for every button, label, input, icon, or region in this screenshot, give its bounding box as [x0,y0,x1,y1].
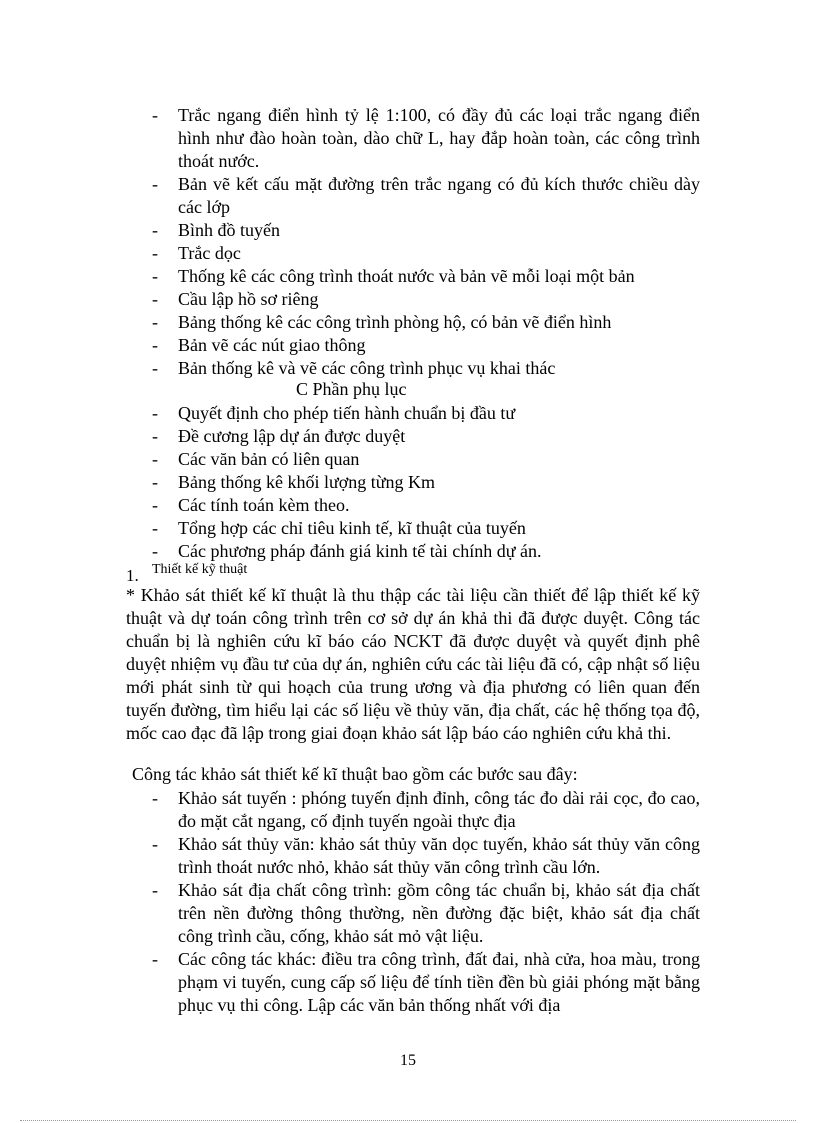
list-item [152,402,700,425]
list-item-text: Các tính toán kèm theo. [178,495,350,515]
bullet-dash: - [152,788,158,808]
bullet-dash: - [152,174,158,194]
list-item-text: Khảo sát tuyến : phóng tuyến định đỉnh, công tác đo dài rải cọc, đo cao, đo mặt cắt ngang, cố định tuyến ngoài thực địa [178,788,700,831]
bullet-dash: - [152,880,158,900]
bullet-dash: - [152,243,158,263]
list-item [152,879,700,948]
list-item-text: Các văn bản có liên quan [178,449,360,469]
section-title: Thiết kế kỹ thuật [152,562,248,577]
bullet-dash: - [152,312,158,332]
bullet-dash: - [152,220,158,240]
list-item [152,242,700,265]
bullet-dash: - [152,541,158,561]
list-item [152,448,700,471]
list-item-text: Bình đồ tuyến [178,220,280,240]
section-number: 1. [126,566,139,585]
list-item-text: Bảng thống kê các công trình phòng hộ, có bản vẽ điển hình [178,312,612,332]
list-item-text: Bảng thống kê khối lượng từng Km [178,472,436,492]
bullet-dash: - [152,266,158,286]
survey-intro: Công tác khảo sát thiết kế kĩ thuật bao gồm các bước sau đây: [132,764,578,784]
list-item [152,311,700,334]
list-item [152,540,700,563]
list-item-text: Các công tác khác: điều tra công trình, đất đai, nhà cửa, hoa màu, trong phạm vi tuyến, cung cấp số liệu để tính tiền đền bù giải phóng mặt bằng phục vụ thi công. Lập các văn bản thống nhất với địa [178,949,700,1015]
bullet-dash: - [152,358,158,378]
list-item-text: Thống kê các công trình thoát nước và bản vẽ mỗi loại một bản [178,266,635,286]
bullet-dash: - [152,403,158,423]
appendix-heading: C Phần phụ lục [296,379,407,399]
list-item-text: Khảo sát địa chất công trình: gồm công tác chuẩn bị, khảo sát địa chất trên nền đường thông thường, nền đường đặc biệt, khảo sát địa chất công trình cầu, cống, khảo sát mỏ vật liệu. [178,880,700,946]
list-item [152,104,700,173]
list-item-text: Trắc dọc [178,243,241,263]
list-item [152,833,700,879]
list-item [152,425,700,448]
list-item-text: Bản vẽ kết cấu mặt đường trên trắc ngang có đủ kích thước chiều dày các lớp [178,174,700,217]
list-item-text: Khảo sát thủy văn: khảo sát thủy văn dọc tuyến, khảo sát thủy văn công trình thoát nước nhỏ, khảo sát thủy văn công trình cầu lớn. [178,834,700,877]
bullet-dash: - [152,518,158,538]
list-item [152,334,700,357]
list-item [152,219,700,242]
bullet-dash: - [152,495,158,515]
list-item-text: Tổng hợp các chỉ tiêu kinh tế, kĩ thuật của tuyến [178,518,526,538]
technical-drawings-list [152,104,700,380]
list-item [152,357,700,380]
bullet-dash: - [152,449,158,469]
list-item-text: Trắc ngang điển hình tỷ lệ 1:100, có đầy đủ các loại trắc ngang điển hình như đào hoàn toàn, dào chữ L, hay đắp hoàn toàn, các công trình thoát nước. [178,105,700,171]
bullet-dash: - [152,335,158,355]
list-item [152,787,700,833]
list-item-text: Quyết định cho phép tiến hành chuẩn bị đầu tư [178,403,516,423]
survey-steps-list [152,787,700,1017]
list-item-text: Các phương pháp đánh giá kinh tế tài chính dự án. [178,541,542,561]
bullet-dash: - [152,949,158,969]
list-item [152,471,700,494]
list-item-text: Bản vẽ các nút giao thông [178,335,366,355]
list-item [152,288,700,311]
list-item-text: Bản thống kê và vẽ các công trình phục vụ khai thác [178,358,556,378]
appendix-list [152,402,700,563]
list-item [152,948,700,1017]
list-item-text: Cầu lập hồ sơ riêng [178,289,319,309]
list-item-text: Đề cương lập dự án được duyệt [178,426,406,446]
bullet-dash: - [152,472,158,492]
body-paragraph: * Khảo sát thiết kế kĩ thuật là thu thập các tài liệu cần thiết để lập thiết kế kỹ thuật và dự toán công trình trên cơ sở dự án khả thi đã được duyệt. Công tác chuẩn bị là nghiên cứu kĩ báo cáo NCKT đã được duyệt và quyết định phê duyệt nhiệm vụ đầu tư của dự án, nghiên cứu các tài liệu đã có, cập nhật số liệu mới phát sinh từ qui hoạch của trung ương và địa phương có liên quan đến tuyến đường, tìm hiểu lại các số liệu về thủy văn, địa chất, các hệ thống tọa độ, mốc cao đạc đã lập trong giai đoạn khảo sát lập báo cáo nghiên cứu khả thi. [126,585,700,743]
list-item [152,494,700,517]
bullet-dash: - [152,426,158,446]
list-item [152,517,700,540]
page-number: 15 [400,1052,416,1069]
list-item [152,173,700,219]
bullet-dash: - [152,289,158,309]
list-item [152,265,700,288]
bullet-dash: - [152,834,158,854]
bullet-dash: - [152,105,158,125]
page-bottom-divider [20,1120,796,1121]
